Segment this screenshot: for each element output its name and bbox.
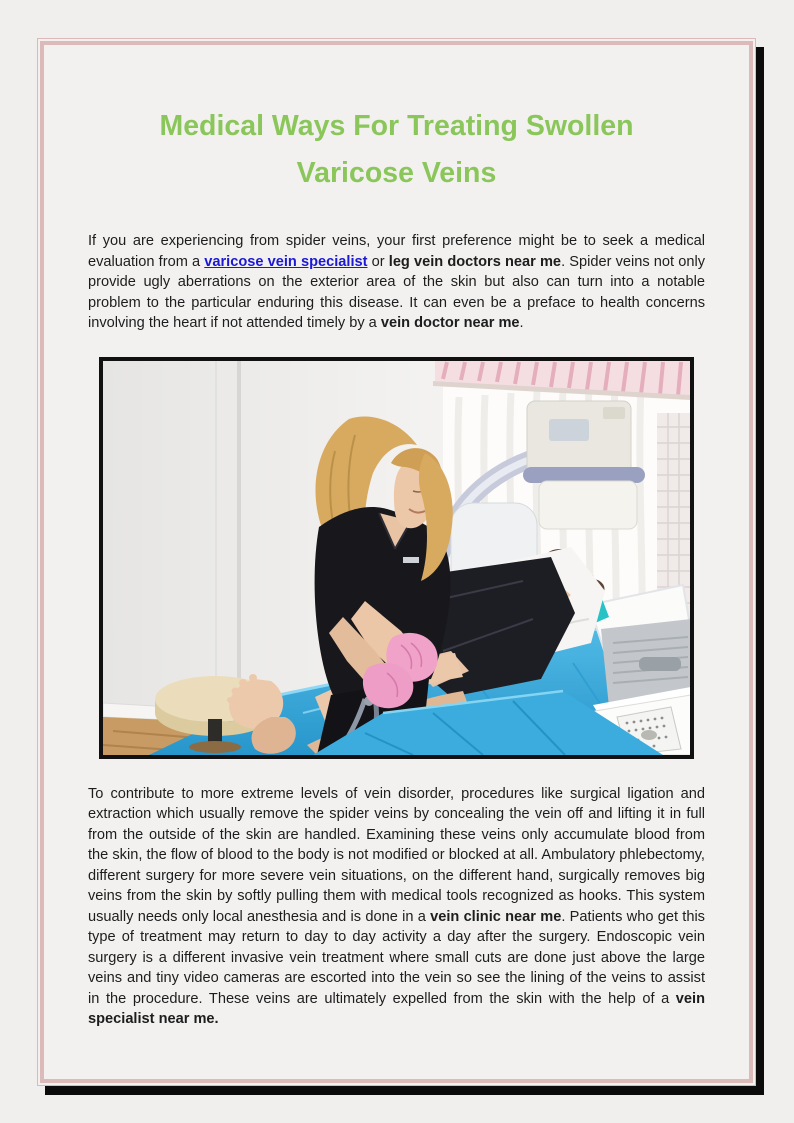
- keyword-bold: vein clinic near me: [430, 908, 562, 925]
- text-run: . Patients who get this type of treatment may return to day to day activity a day after the surgery. Endoscopic vein surgery is a different invasive vein treatment where small cuts are done just above the large veins and tiny video cameras are escorted into the vein so see the lining of the veins to assist in the procedure. These veins are ultimately expelled from the skin with the help of a: [88, 908, 705, 1007]
- text-run: .: [519, 315, 524, 331]
- keyword-bold: vein specialist near me.: [88, 990, 705, 1027]
- body-paragraph: [88, 784, 705, 1030]
- keyword-bold: vein doctor near me: [380, 315, 520, 331]
- text-run: If you are experiencing from spider veins, your first preference might be to seek a medical evaluation from a: [88, 233, 705, 270]
- text-run: . Spider veins not only provide ugly aberrations on the exterior area of the skin but also can turn into a notable problem to the particular enduring this disease. It can even be a preface to health concerns involving the heart if not attended timely by a: [88, 253, 705, 331]
- text-run: To contribute to more extreme levels of vein disorder, procedures like surgical ligation and extraction which usually remove the spider veins by concealing the vein off and lifting it in full from the outside of the skin are handled. Examining these veins only accumulate blood from the skin, the flow of blood to the body is not modified or blocked at all. Ambulatory phlebectomy, different surgery for more severe vein situations, on the different hand, surgically removes big veins from the skin by softly pulling them with medical tools recognized as hooks. This system usually needs only local anesthesia and is done in a: [88, 785, 705, 925]
- page-border-outer: [37, 38, 756, 1086]
- title-line-2: Varicose Veins: [296, 157, 497, 189]
- text-run: or: [367, 253, 389, 270]
- keyword-bold: leg vein doctors near me: [388, 253, 562, 270]
- clinic-scene-illustration: [103, 361, 690, 755]
- page-card: [40, 41, 753, 1083]
- intro-paragraph: [88, 231, 705, 334]
- title-line-1: Medical Ways For Treating Swollen: [159, 110, 634, 142]
- article-photo: [99, 357, 694, 759]
- page-title: [88, 103, 705, 197]
- inline-link[interactable]: varicose vein specialist: [204, 253, 368, 270]
